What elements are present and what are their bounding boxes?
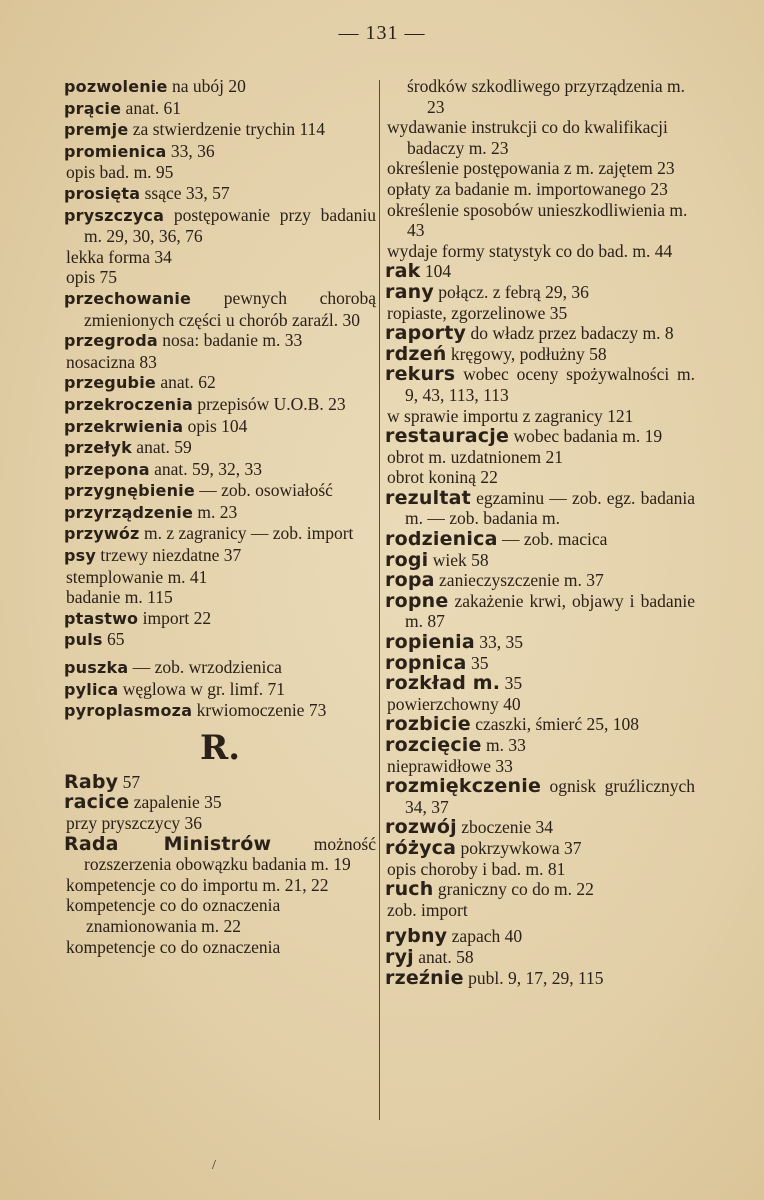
index-entry <box>64 480 376 502</box>
left-column <box>64 76 376 957</box>
index-entry <box>385 591 695 632</box>
entry-headword: rodzienica <box>385 528 498 551</box>
entry-headword: Raby <box>64 770 119 793</box>
index-entry <box>64 437 376 459</box>
entry-text: anat. 62 <box>155 372 216 393</box>
index-entry <box>64 772 376 793</box>
entry-text: kręgowy, podłużny 58 <box>446 343 607 364</box>
index-entry <box>385 776 695 817</box>
entry-text: za stwierdzenie trychin 114 <box>128 119 326 140</box>
entry-text: opis 104 <box>183 415 248 436</box>
column-divider <box>379 80 380 1120</box>
entry-text: zapach 40 <box>447 926 523 947</box>
index-entry <box>385 879 695 900</box>
entry-headword: przepona <box>64 459 150 479</box>
index-entry <box>64 205 376 247</box>
entry-headword: pylica <box>64 679 119 699</box>
entry-headword: ropienia <box>385 631 475 654</box>
index-entry <box>64 502 376 524</box>
index-entry <box>64 608 376 630</box>
entry-headword: premje <box>64 120 129 140</box>
entry-headword: rozbicie <box>385 713 471 736</box>
index-entry <box>64 141 376 163</box>
index-subentry: ropiaste, zgorzelinowe 35 <box>387 302 568 323</box>
index-entry <box>64 394 376 416</box>
index-subentry: kompetencje co do oznaczenia <box>66 936 281 957</box>
index-entry <box>385 323 695 344</box>
index-subentry: nosacizna 83 <box>66 351 157 372</box>
index-subentry: opis bad. m. 95 <box>66 162 174 183</box>
entry-text: postępowanie przy badaniu m. 29, 30, 36, 76 <box>84 204 376 247</box>
index-entry <box>64 834 376 875</box>
index-subentry: określenie postępowania z m. zajętem 23 <box>387 158 675 179</box>
entry-text: trzewy niezdatne 37 <box>96 545 242 566</box>
entry-headword: promienica <box>64 141 167 161</box>
entry-headword: przełyk <box>64 438 132 458</box>
entry-headword: przekroczenia <box>64 394 193 414</box>
index-entry <box>64 792 376 813</box>
index-subentry: w sprawie importu z zagranicy 121 <box>387 405 634 426</box>
index-entry <box>385 550 695 571</box>
entry-headword: psy <box>64 546 97 566</box>
index-entry <box>64 700 376 722</box>
entry-headword: Rada Ministrów <box>64 832 272 855</box>
entry-headword: rybny <box>385 925 448 948</box>
entry-text: zapalenie 35 <box>129 792 222 813</box>
entry-text: pewnych chorobą zmienionych części u chorób zaraźl. 30 <box>84 287 376 330</box>
entry-headword: ruch <box>385 878 434 901</box>
entry-headword: rezultat <box>385 486 471 509</box>
entry-text: 33, 35 <box>474 632 524 653</box>
index-subentry: opłaty za badanie m. importowanego 23 <box>387 178 668 199</box>
entry-headword: rzeźnie <box>385 966 464 989</box>
index-entry <box>64 288 376 330</box>
entry-headword: prącie <box>64 98 122 118</box>
entry-text: m. 33 <box>481 735 526 755</box>
entry-text: czaszki, śmierć 25, 108 <box>470 714 639 735</box>
entry-text: egzaminu — zob. egz. badania m. — zob. badania m. <box>405 487 695 529</box>
index-entry <box>385 735 695 756</box>
entry-headword: ryj <box>385 945 414 968</box>
entry-text: wiek 58 <box>428 549 489 570</box>
index-entry <box>64 330 376 352</box>
page-number: — 131 — <box>338 22 426 44</box>
entry-headword: rogi <box>385 548 429 571</box>
index-subentry: powierzchowny 40 <box>387 693 521 714</box>
index-entry <box>385 282 695 303</box>
index-subentry: stemplowanie m. 41 <box>66 566 208 587</box>
entry-text: anat. 58 <box>413 946 474 967</box>
index-entry <box>385 968 695 989</box>
index-subentry: określenie sposobów unieszkodliwienia m. 43 <box>387 199 688 241</box>
entry-text: m. 23 <box>193 501 238 522</box>
entry-headword: różyca <box>385 836 457 859</box>
index-entry <box>385 632 695 653</box>
index-entry <box>64 629 376 651</box>
index-entry <box>385 570 695 591</box>
index-subentry: kompetencje co do oznaczenia znamionowania m. 22 <box>66 895 281 936</box>
entry-headword: rekurs <box>385 363 456 386</box>
index-subentry: nieprawidłowe 33 <box>387 755 513 776</box>
index-entry <box>64 459 376 481</box>
entry-headword: przekrwienia <box>64 416 184 436</box>
index-entry <box>385 344 695 365</box>
index-entry <box>385 838 695 859</box>
entry-text: m. z zagranicy — zob. import <box>139 523 354 544</box>
entry-headword: pryszczyca <box>64 205 165 225</box>
index-subentry: wydaje formy statystyk co do bad. m. 44 <box>387 240 673 261</box>
entry-text: publ. 9, 17, 29, 115 <box>463 967 604 988</box>
entry-headword: rozwój <box>385 816 457 839</box>
footer-mark: / <box>212 1158 216 1173</box>
entry-headword: rozcięcie <box>385 734 482 756</box>
index-entry <box>64 119 376 141</box>
index-entry <box>64 76 376 98</box>
entry-headword: przechowanie <box>64 288 192 308</box>
entry-text: import 22 <box>138 607 212 628</box>
index-subentry: obrot m. uzdatnionem 21 <box>387 446 563 467</box>
index-entry <box>385 714 695 735</box>
index-entry <box>64 98 376 120</box>
index-subentry: kompetencje co do importu m. 21, 22 <box>66 874 329 895</box>
entry-text: 65 <box>102 629 125 650</box>
entry-text: anat. 61 <box>121 97 181 118</box>
entry-headword: pozwolenie <box>64 77 168 96</box>
index-subentry: przy pryszczycy 36 <box>66 813 203 833</box>
entry-text: ognisk gruźlicznych 34, 37 <box>405 776 695 817</box>
index-entry <box>385 947 695 968</box>
entry-headword: rak <box>385 260 421 283</box>
entry-text: węglowa w gr. limf. 71 <box>118 678 286 699</box>
entry-headword: ptastwo <box>64 608 139 628</box>
entry-headword: ropnica <box>385 651 467 674</box>
entry-text: 35 <box>466 652 489 673</box>
entry-headword: rozkład m. <box>385 672 501 695</box>
index-subentry: wydawanie instrukcji co do kwalifikacji badaczy m. 23 <box>387 117 668 158</box>
index-entry <box>385 673 695 694</box>
entry-text: zakażenie krwi, objawy i badanie m. 87 <box>405 590 695 632</box>
index-entry <box>64 679 376 701</box>
entry-headword: ropne <box>385 589 449 612</box>
index-entry <box>64 183 376 205</box>
index-entry <box>64 545 376 567</box>
entry-headword: puls <box>64 630 103 650</box>
index-entry <box>385 426 695 447</box>
index-subentry: opis choroby i bad. m. 81 <box>387 858 566 879</box>
index-subentry: opis 75 <box>66 267 118 288</box>
entry-text: wobec badania m. 19 <box>509 426 663 447</box>
entry-text: zanieczyszczenie m. 37 <box>434 570 604 591</box>
index-subentry: lekka forma 34 <box>66 246 172 267</box>
entry-text: pokrzywkowa 37 <box>456 837 582 858</box>
entry-headword: rdzeń <box>385 342 447 365</box>
entry-text: — zob. osowiałość <box>194 480 333 501</box>
entry-text: krwiomoczenie 73 <box>192 700 327 721</box>
index-subentry: środków szkodliwego przyrządzenia m. 23 <box>407 76 685 117</box>
entry-headword: przygnębienie <box>64 481 195 501</box>
entry-headword: rany <box>385 280 434 303</box>
entry-headword: przywóz <box>64 524 140 544</box>
index-subentry: zob. import <box>387 899 468 920</box>
entry-headword: przegubie <box>64 373 156 393</box>
entry-text: 104 <box>420 261 452 282</box>
entry-text: 33, 36 <box>166 140 215 161</box>
entry-headword: raporty <box>385 322 467 345</box>
index-entry <box>385 926 695 947</box>
entry-headword: przegroda <box>64 331 158 351</box>
index-entry <box>385 488 695 529</box>
entry-text: ssące 33, 57 <box>140 182 230 203</box>
index-entry <box>64 523 376 545</box>
entry-headword: puszka <box>64 658 129 678</box>
entry-text: możność rozszerzenia obowązku badania m. 19 <box>84 833 376 875</box>
index-subentry: obrot koniną 22 <box>387 467 498 488</box>
entry-text: przepisów U.O.B. 23 <box>192 393 346 414</box>
entry-text: 35 <box>500 673 523 694</box>
entry-text: graniczny co do m. 22 <box>433 879 594 900</box>
entry-text: wobec oceny spożywalności m. 9, 43, 113, 113 <box>405 364 695 405</box>
entry-text: — zob. wrzodzienica <box>128 657 282 678</box>
entry-headword: racice <box>64 791 130 814</box>
entry-headword: przyrządzenie <box>64 502 194 522</box>
entry-headword: ropa <box>385 569 435 592</box>
entry-text: zboczenie 34 <box>456 817 554 838</box>
index-entry <box>385 653 695 674</box>
entry-text: połącz. z febrą 29, 36 <box>433 281 589 302</box>
index-entry <box>385 817 695 838</box>
entry-headword: pyroplasmoza <box>64 701 193 721</box>
index-entry <box>385 261 695 282</box>
entry-text: 57 <box>118 771 141 792</box>
entry-headword: prosięta <box>64 183 141 203</box>
entry-text: do władz przez badaczy m. 8 <box>466 323 674 344</box>
entry-text: na ubój 20 <box>167 76 246 96</box>
index-entry <box>64 372 376 394</box>
index-entry <box>64 657 376 679</box>
index-entry <box>385 529 695 550</box>
index-entry <box>64 416 376 438</box>
entry-text: nosa: badanie m. 33 <box>157 330 303 351</box>
index-entry <box>385 364 695 405</box>
section-letter: R. <box>199 727 241 768</box>
entry-headword: restauracje <box>385 425 510 448</box>
index-subentry: badanie m. 115 <box>66 587 173 608</box>
entry-text: anat. 59, 32, 33 <box>149 458 263 479</box>
right-column <box>385 76 695 988</box>
entry-text: anat. 59 <box>131 437 192 458</box>
entry-text: — zob. macica <box>497 529 608 550</box>
entry-headword: rozmiękczenie <box>385 775 542 798</box>
